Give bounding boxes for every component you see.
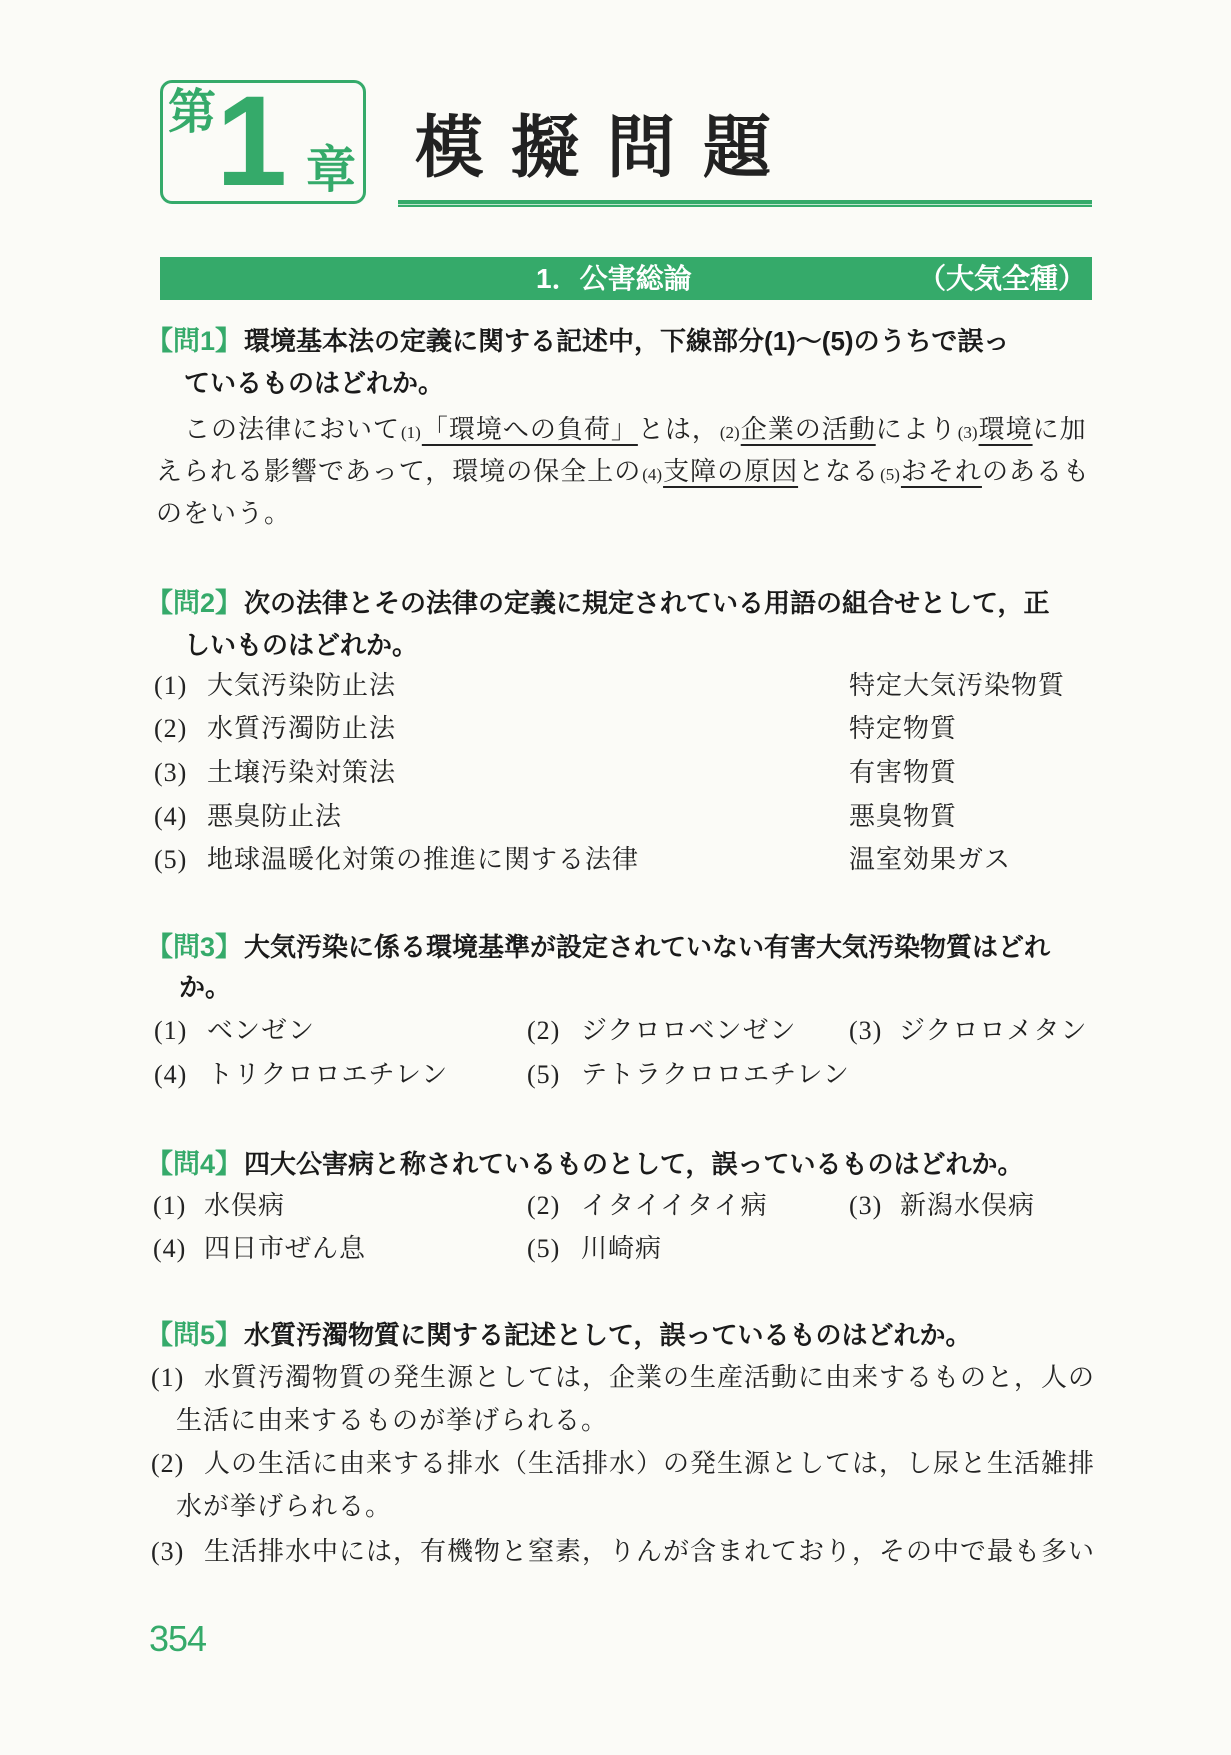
choice-text: ベンゼン bbox=[207, 1016, 316, 1045]
passage-text: となる bbox=[798, 457, 880, 486]
underline-marker: (2) bbox=[719, 423, 740, 442]
question-prompt-text: 次の法律とその法律の定義に規定されている用語の組合せとして，正 bbox=[244, 588, 1050, 618]
law-name: 土壌汚染対策法 bbox=[207, 758, 397, 787]
underlined-phrase: 支障の原因 bbox=[663, 457, 799, 486]
choice-text: 四日市ぜん息 bbox=[204, 1234, 367, 1263]
defined-term: 温室効果ガス bbox=[849, 845, 1012, 874]
underlined-phrase: 「環境への負荷」 bbox=[421, 415, 638, 444]
law-name: 悪臭防止法 bbox=[207, 802, 343, 831]
section-title: 1．公害総論 bbox=[536, 263, 692, 294]
choice-number: (1) bbox=[153, 1191, 187, 1220]
question-prompt-line: しいものはどれか。 bbox=[184, 630, 419, 660]
question-prompt-text: 大気汚染に係る環境基準が設定されていない有害大気汚染物質はどれ bbox=[244, 932, 1051, 962]
passage-text: えられる影響であって，環境の保全上の bbox=[156, 457, 642, 486]
chapter-prefix: 第 bbox=[168, 86, 217, 139]
choice-number: (3) bbox=[151, 1537, 185, 1566]
passage-text: に加 bbox=[1032, 415, 1087, 444]
choice-text-line: 生活に由来するものが挙げられる。 bbox=[176, 1406, 609, 1435]
section-scope: （大気全種） bbox=[917, 263, 1086, 294]
underline-marker: (5) bbox=[880, 465, 900, 484]
underline-marker: (1) bbox=[401, 423, 421, 442]
underlined-phrase: 企業の活動 bbox=[740, 415, 876, 444]
defined-term: 特定物質 bbox=[849, 714, 958, 743]
question-prompt-line bbox=[146, 583, 1050, 623]
passage-line bbox=[184, 410, 1087, 450]
choice-text: 川崎病 bbox=[581, 1234, 663, 1263]
question-label: 【問3】 bbox=[146, 932, 243, 962]
question-label: 【問1】 bbox=[146, 326, 243, 356]
choice-number: (4) bbox=[154, 1060, 188, 1089]
choice-number: (5) bbox=[527, 1060, 561, 1089]
underline-marker: (4) bbox=[642, 465, 663, 484]
underlined-phrase: おそれ bbox=[900, 457, 982, 486]
choice-number: (1) bbox=[154, 1016, 188, 1045]
passage-text: により bbox=[875, 415, 957, 444]
choice-number: (2) bbox=[154, 714, 188, 743]
choice-number: (2) bbox=[151, 1449, 185, 1478]
choice-number: (5) bbox=[154, 845, 188, 874]
question-prompt-line: ているものはどれか。 bbox=[184, 368, 445, 398]
passage-line: のをいう。 bbox=[156, 499, 292, 528]
chapter-suffix: 章 bbox=[306, 142, 356, 198]
chapter-badge bbox=[160, 70, 366, 213]
choice-text: 水俣病 bbox=[204, 1191, 286, 1220]
chapter-number: 1 bbox=[216, 70, 288, 213]
choice-number: (1) bbox=[154, 671, 188, 700]
question-prompt-text: 環境基本法の定義に関する記述中，下線部分(1)～(5)のうちで誤っ bbox=[244, 326, 1010, 356]
choice-number: (4) bbox=[154, 802, 188, 831]
title-divider bbox=[398, 200, 1092, 207]
question-prompt-line bbox=[146, 321, 1009, 361]
question-label: 【問5】 bbox=[146, 1320, 243, 1350]
choice-text: テトラクロロエチレン bbox=[581, 1060, 850, 1089]
choice-text: ジクロロベンゼン bbox=[581, 1016, 797, 1045]
underlined-phrase: 環境 bbox=[978, 415, 1033, 444]
question-prompt-line bbox=[146, 1144, 1024, 1184]
question-prompt-text: 水質汚濁物質に関する記述として，誤っているものはどれか。 bbox=[244, 1320, 972, 1350]
choice-text: 新潟水俣病 bbox=[900, 1191, 1036, 1220]
question-label: 【問2】 bbox=[146, 588, 243, 618]
defined-term: 有害物質 bbox=[849, 758, 958, 787]
choice-text: トリクロロエチレン bbox=[207, 1060, 449, 1089]
passage-text: とは， bbox=[637, 415, 719, 444]
section-bar bbox=[160, 257, 1092, 300]
question-prompt-line bbox=[146, 927, 1050, 967]
question-prompt-line: か。 bbox=[179, 972, 232, 1002]
choice-number: (2) bbox=[527, 1191, 561, 1220]
law-name: 地球温暖化対策の推進に関する法律 bbox=[207, 845, 640, 874]
choice-text-line: 水が挙げられる。 bbox=[176, 1492, 393, 1521]
passage-text: この法律において bbox=[184, 415, 401, 444]
law-name: 水質汚濁防止法 bbox=[207, 714, 397, 743]
choice-number: (2) bbox=[527, 1016, 561, 1045]
choice-text: ジクロロメタン bbox=[899, 1016, 1088, 1045]
question-label: 【問4】 bbox=[146, 1149, 243, 1179]
choice-number: (3) bbox=[849, 1016, 883, 1045]
question-prompt-text: 四大公害病と称されているものとして，誤っているものはどれか。 bbox=[244, 1149, 1024, 1179]
choice-text-line: 生活排水中には，有機物と窒素，りんが含まれており，その中で最も多い bbox=[204, 1537, 1096, 1566]
choice-number: (3) bbox=[849, 1191, 883, 1220]
question-prompt-line bbox=[146, 1315, 972, 1355]
chapter-title: 模擬問題 bbox=[415, 110, 800, 186]
passage-line bbox=[156, 452, 1090, 492]
defined-term: 悪臭物質 bbox=[849, 802, 958, 831]
law-name: 大気汚染防止法 bbox=[207, 671, 397, 700]
defined-term: 特定大気汚染物質 bbox=[849, 671, 1066, 700]
passage-text: のあるも bbox=[981, 457, 1090, 486]
choice-text-line: 人の生活に由来する排水（生活排水）の発生源としては，し尿と生活雑排 bbox=[204, 1449, 1096, 1478]
underline-marker: (3) bbox=[957, 423, 978, 442]
choice-number: (4) bbox=[153, 1234, 187, 1263]
choice-number: (1) bbox=[151, 1363, 185, 1392]
choice-number: (3) bbox=[154, 758, 188, 787]
choice-text-line: 水質汚濁物質の発生源としては，企業の生産活動に由来するものと，人の bbox=[204, 1363, 1096, 1392]
choice-number: (5) bbox=[527, 1234, 561, 1263]
choice-text: イタイイタイ病 bbox=[581, 1191, 768, 1220]
page-number: 354 bbox=[149, 1618, 207, 1659]
